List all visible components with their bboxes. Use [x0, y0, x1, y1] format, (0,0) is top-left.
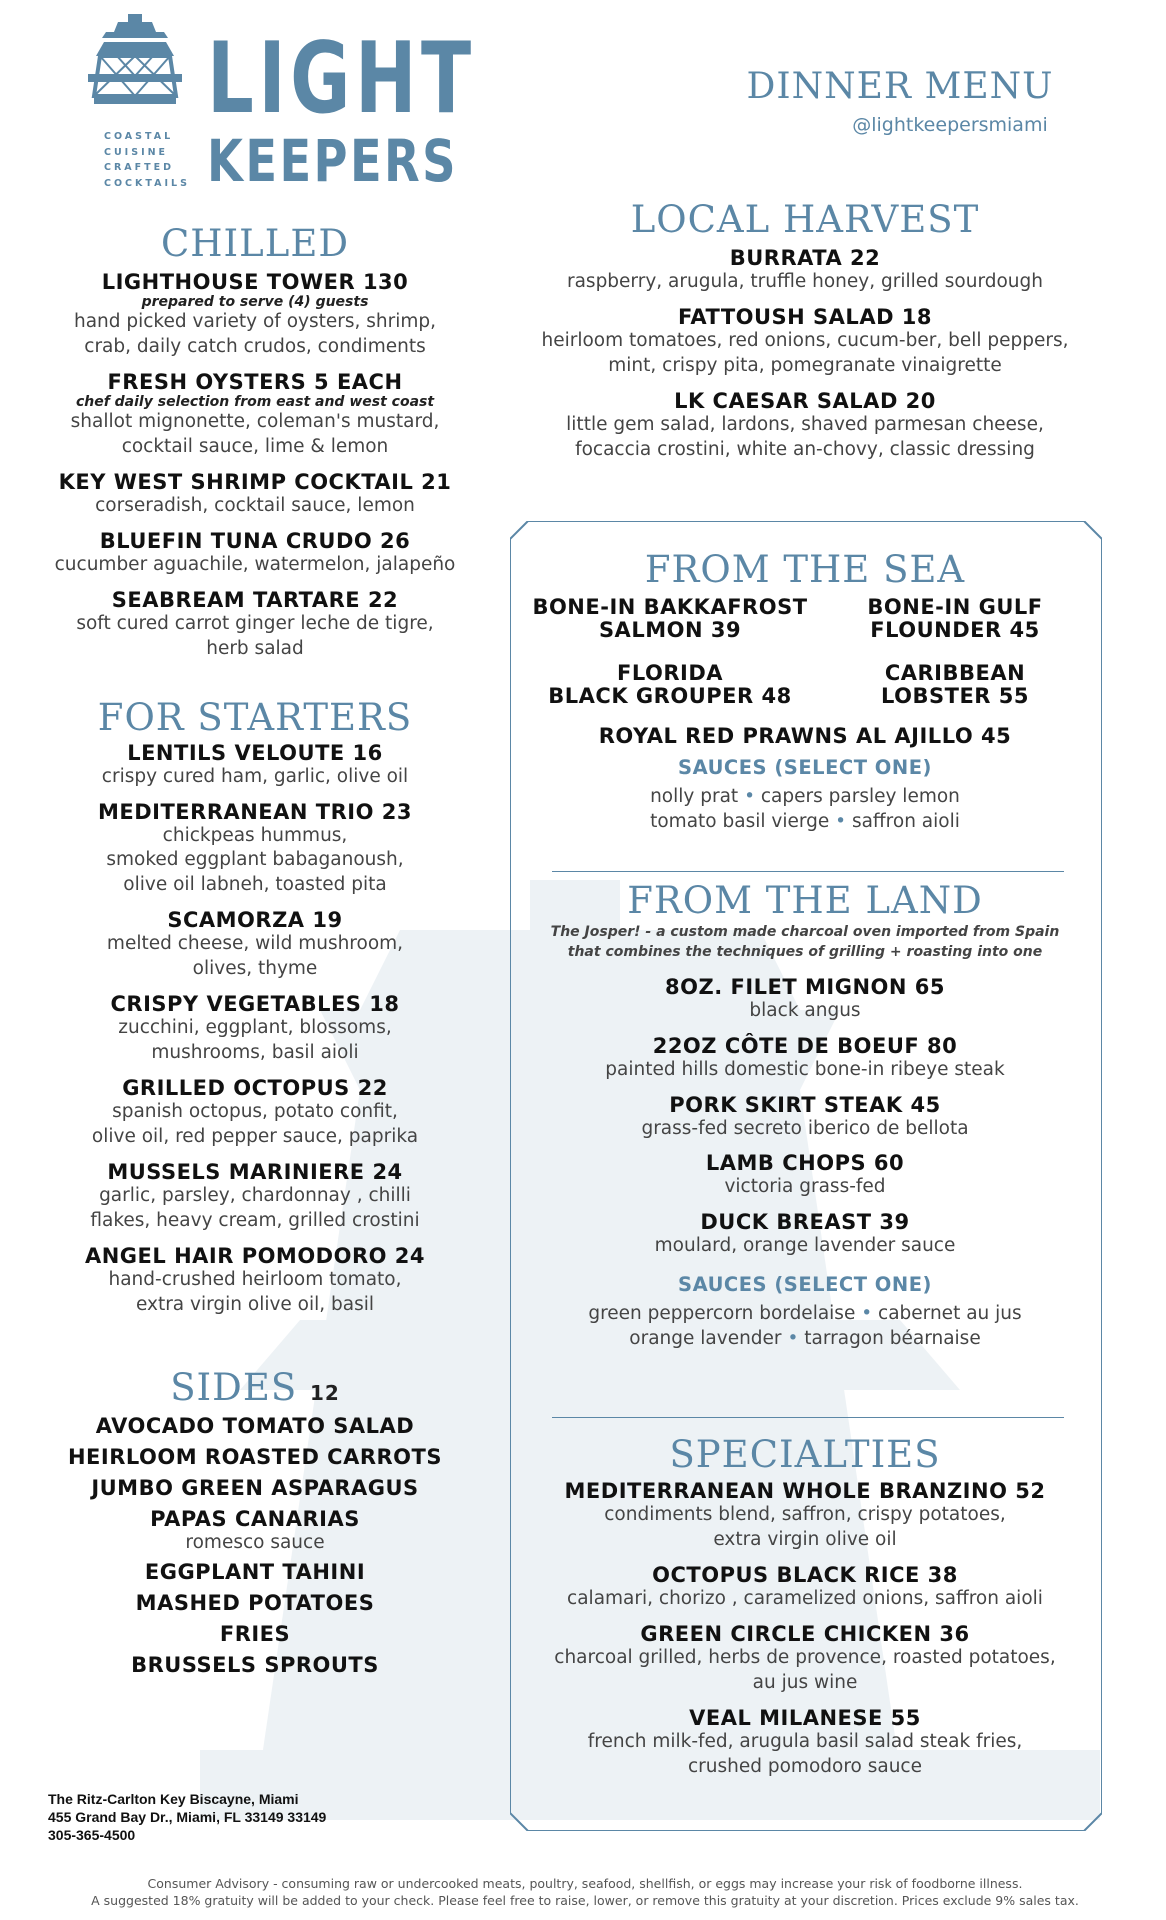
tagline-line: COCKTAILS [104, 177, 190, 189]
menu-item [30, 529, 480, 578]
side-item: FRIES [219, 1622, 291, 1647]
item-desc: heirloom tomatoes, red onions, cucum-ber, bell peppers, [541, 330, 1069, 352]
address-line: 455 Grand Bay Dr., Miami, FL 33149 33149 [48, 1809, 327, 1825]
item-desc: corseradish, cocktail sauce, lemon [95, 495, 415, 517]
item-desc: extra virgin olive oil, basil [135, 1294, 375, 1316]
item-desc: olives, thyme [192, 958, 318, 980]
item-desc: spanish octopus, potato confit, [112, 1101, 398, 1123]
harvest-section [520, 198, 1090, 463]
item-name: LENTILS VELOUTE 16 [127, 740, 383, 765]
section-title-sea: FROM THE SEA [644, 548, 966, 591]
menu-item [30, 1244, 480, 1318]
item-name: DUCK BREAST 39 [700, 1210, 910, 1235]
tagline-line: CUISINE [104, 146, 169, 158]
item-name: SEABREAM TARTARE 22 [111, 588, 399, 613]
item-desc: flakes, heavy cream, grilled crostini [90, 1210, 420, 1232]
sauce-line [520, 1302, 1090, 1327]
item-name: FRESH OYSTERS 5 EACH [107, 370, 403, 395]
logo-word-light: LIGHT [207, 22, 476, 136]
sauce-option: capers parsley lemon [760, 786, 960, 808]
item-name: GREEN CIRCLE CHICKEN 36 [640, 1622, 970, 1647]
menu-item [30, 270, 480, 360]
menu-item [520, 1706, 1090, 1780]
item-desc: black angus [749, 999, 861, 1021]
item-desc: melted cheese, wild mushroom, [106, 933, 404, 955]
bullet-icon: • [835, 811, 847, 833]
sauce-option: tarragon béarnaise [804, 1328, 981, 1350]
item-name: SCAMORZA 19 [167, 908, 343, 933]
side-item: JUMBO GREEN ASPARAGUS [91, 1476, 419, 1501]
consumer-advisory [40, 1875, 1130, 1909]
item-desc: mint, crispy pita, pomegranate vinaigrette [608, 355, 1002, 377]
item-desc: moulard, orange lavender sauce [654, 1235, 956, 1257]
menu-item [30, 1076, 480, 1150]
menu-item [520, 1210, 1090, 1259]
left-column [30, 222, 480, 1677]
item-name: CARIBBEAN [884, 661, 1026, 686]
land-note: that combines the techniques of grilling + roasting into one [567, 943, 1043, 960]
menu-item [520, 1151, 1090, 1200]
section-title-sides [30, 1366, 480, 1410]
item-name: BURRATA 22 [729, 246, 881, 271]
item-desc: french milk-fed, arugula basil salad steak fries, [587, 1731, 1023, 1753]
item-subtitle: prepared to serve (4) guests [141, 294, 369, 311]
menu-item [520, 1093, 1090, 1142]
item-desc: shallot mignonette, coleman's mustard, [70, 411, 440, 433]
item-name: LIGHTHOUSE TOWER 130 [101, 270, 409, 295]
item-name: FLOUNDER 45 [870, 618, 1040, 643]
land-note: The Josper! - a custom made charcoal oven imported from Spain [550, 924, 1060, 941]
item-desc: victoria grass-fed [724, 1176, 886, 1198]
land-section [520, 879, 1090, 1352]
item-desc: condiments blend, saffron, crispy potatoes, [604, 1504, 1006, 1526]
sauce-option: orange lavender [629, 1328, 782, 1350]
side-item: PAPAS CANARIAS [150, 1507, 360, 1532]
item-desc: crushed pomodoro sauce [688, 1756, 922, 1778]
item-desc: chickpeas hummus, [162, 824, 348, 846]
menu-item [520, 662, 820, 708]
menu-item [520, 305, 1090, 379]
item-name: FATTOUSH SALAD 18 [677, 305, 933, 330]
advisory-line: Consumer Advisory - consuming raw or undercooked meats, poultry, seafood, shellfish, or eggs may increase your risk of foodborne illness. [147, 1876, 1023, 1891]
item-name: BLACK GROUPER 48 [548, 684, 792, 709]
sides-list [30, 1414, 480, 1677]
bullet-icon: • [861, 1303, 873, 1325]
item-name: ROYAL RED PRAWNS AL AJILLO 45 [598, 724, 1012, 749]
menu-item [520, 246, 1090, 295]
menu-item [520, 1563, 1090, 1612]
item-desc: hand picked variety of oysters, shrimp, [73, 311, 437, 333]
item-name: VEAL MILANESE 55 [689, 1706, 921, 1731]
item-desc: grass-fed secreto iberico de bellota [641, 1117, 969, 1139]
sauce-option: cabernet au jus [878, 1303, 1022, 1325]
sauces-heading: SAUCES (SELECT ONE) [678, 756, 932, 780]
item-desc: smoked eggplant babaganoush, [106, 849, 404, 871]
item-desc: focaccia crostini, white an-chovy, classic dressing [575, 439, 1035, 461]
item-desc: soft cured carrot ginger leche de tigre, [76, 613, 434, 635]
social-handle: @lightkeepersmiami [852, 114, 1048, 136]
menu-item [30, 470, 480, 519]
item-desc: garlic, parsley, chardonnay , chilli [99, 1185, 411, 1207]
restaurant-address [48, 1790, 326, 1844]
item-name: LK CAESAR SALAD 20 [674, 389, 936, 414]
sauce-option: green peppercorn bordelaise [588, 1303, 856, 1325]
sauce-option: saffron aioli [851, 811, 960, 833]
phone-number: 305-365-4500 [48, 1827, 136, 1843]
side-item: HEIRLOOM ROASTED CARROTS [67, 1445, 442, 1470]
address-line: The Ritz-Carlton Key Biscayne, Miami [48, 1791, 299, 1807]
menu-item [830, 662, 1080, 708]
menu-item [30, 370, 480, 460]
item-name: GRILLED OCTOPUS 22 [122, 1076, 388, 1101]
item-subtitle: chef daily selection from east and west coast [75, 394, 435, 411]
item-name: LAMB CHOPS 60 [705, 1151, 905, 1176]
tagline-line: CRAFTED [104, 162, 174, 173]
bullet-icon: • [787, 1328, 799, 1350]
menu-item [520, 596, 820, 642]
item-name: BONE-IN BAKKAFROST [532, 595, 808, 620]
menu-item [30, 908, 480, 982]
item-desc: charcoal grilled, herbs de provence, roasted potatoes, [554, 1647, 1056, 1669]
menu-item [30, 800, 480, 899]
specialties-section [520, 1433, 1090, 1780]
item-name: MEDITERRANEAN WHOLE BRANZINO 52 [564, 1479, 1046, 1504]
sauce-option: tomato basil vierge [650, 811, 830, 833]
item-name: 8OZ. FILET MIGNON 65 [665, 974, 945, 999]
item-desc: crab, daily catch crudos, condiments [84, 336, 426, 358]
tagline-line: COASTAL [104, 131, 174, 142]
item-desc: zucchini, eggplant, blossoms, [118, 1017, 392, 1039]
menu-item [520, 975, 1090, 1024]
menu-item [30, 992, 480, 1066]
section-title-chilled: CHILLED [160, 222, 349, 265]
menu-item [30, 741, 480, 790]
item-desc: raspberry, arugula, truffle honey, grilled sourdough [566, 271, 1043, 293]
item-name: MEDITERRANEAN TRIO 23 [97, 799, 412, 824]
item-desc: painted hills domestic bone-in ribeye steak [605, 1058, 1005, 1080]
sauce-line [520, 785, 1090, 810]
sauce-line [520, 810, 1090, 835]
sauce-line [520, 1327, 1090, 1352]
side-item: AVOCADO TOMATO SALAD [95, 1414, 415, 1439]
item-desc: cocktail sauce, lime & lemon [121, 436, 389, 458]
section-title-starters: FOR STARTERS [97, 696, 413, 740]
sea-grid [520, 596, 1090, 718]
menu-item [830, 596, 1080, 642]
sauce-option: nolly prat [650, 786, 739, 808]
item-name: PORK SKIRT STEAK 45 [669, 1092, 941, 1117]
item-name: LOBSTER 55 [881, 684, 1029, 709]
menu-item [30, 1160, 480, 1234]
side-item: EGGPLANT TAHINI [144, 1560, 366, 1585]
item-name: CRISPY VEGETABLES 18 [110, 992, 400, 1017]
menu-item [30, 588, 480, 662]
section-title-land: FROM THE LAND [627, 879, 983, 922]
item-name: ANGEL HAIR POMODORO 24 [84, 1244, 426, 1269]
item-name: FLORIDA [617, 661, 723, 686]
item-desc: olive oil, red pepper sauce, paprika [91, 1126, 419, 1148]
bullet-icon: • [744, 786, 755, 808]
item-name: 22OZ CÔTE DE BOEUF 80 [652, 1033, 958, 1058]
sides-price: 12 [309, 1381, 340, 1406]
item-desc: herb salad [206, 638, 304, 660]
menu-item [520, 1034, 1090, 1083]
item-name: KEY WEST SHRIMP COCKTAIL 21 [58, 470, 452, 495]
item-name: BLUEFIN TUNA CRUDO 26 [99, 529, 411, 554]
section-title-specialties: SPECIALTIES [669, 1433, 941, 1476]
sauces-heading: SAUCES (SELECT ONE) [678, 1273, 932, 1297]
side-item: BRUSSELS SPROUTS [131, 1653, 379, 1678]
item-desc: crispy cured ham, garlic, olive oil [101, 765, 409, 787]
sides-title-text: SIDES [170, 1366, 298, 1410]
menu-item [520, 1479, 1090, 1553]
item-desc: olive oil labneh, toasted pita [123, 874, 387, 896]
logo-word-keepers: KEEPERS [207, 127, 458, 195]
sea-section [520, 548, 1090, 835]
menu-item [520, 389, 1090, 463]
item-name: SALMON 39 [598, 618, 742, 643]
item-desc: cucumber aguachile, watermelon, jalapeño [54, 554, 456, 576]
item-desc: romesco sauce [185, 1532, 325, 1554]
item-desc: mushrooms, basil aioli [151, 1042, 359, 1064]
menu-item [520, 1622, 1090, 1696]
item-desc: hand-crushed heirloom tomato, [108, 1269, 402, 1291]
item-name: OCTOPUS BLACK RICE 38 [652, 1563, 958, 1588]
section-title-harvest: LOCAL HARVEST [630, 198, 980, 241]
item-desc: little gem salad, lardons, shaved parmesan cheese, [566, 414, 1044, 436]
section-divider [552, 1417, 1064, 1418]
gratuity-line: A suggested 18% gratuity will be added to your check. Please feel free to raise, lower, or remove this gratuity at your discretion. Prices exclude 9% sales tax. [91, 1893, 1079, 1908]
side-item: MASHED POTATOES [135, 1591, 375, 1616]
item-desc: extra virgin olive oil [713, 1529, 897, 1551]
item-name: BONE-IN GULF [867, 595, 1043, 620]
item-desc: calamari, chorizo , caramelized onions, saffron aioli [567, 1588, 1043, 1610]
menu-title: DINNER MENU [746, 66, 1054, 107]
section-divider [552, 871, 1064, 872]
logo-tagline [104, 129, 190, 191]
item-desc: au jus wine [752, 1672, 858, 1694]
item-name: MUSSELS MARINIERE 24 [107, 1160, 403, 1185]
